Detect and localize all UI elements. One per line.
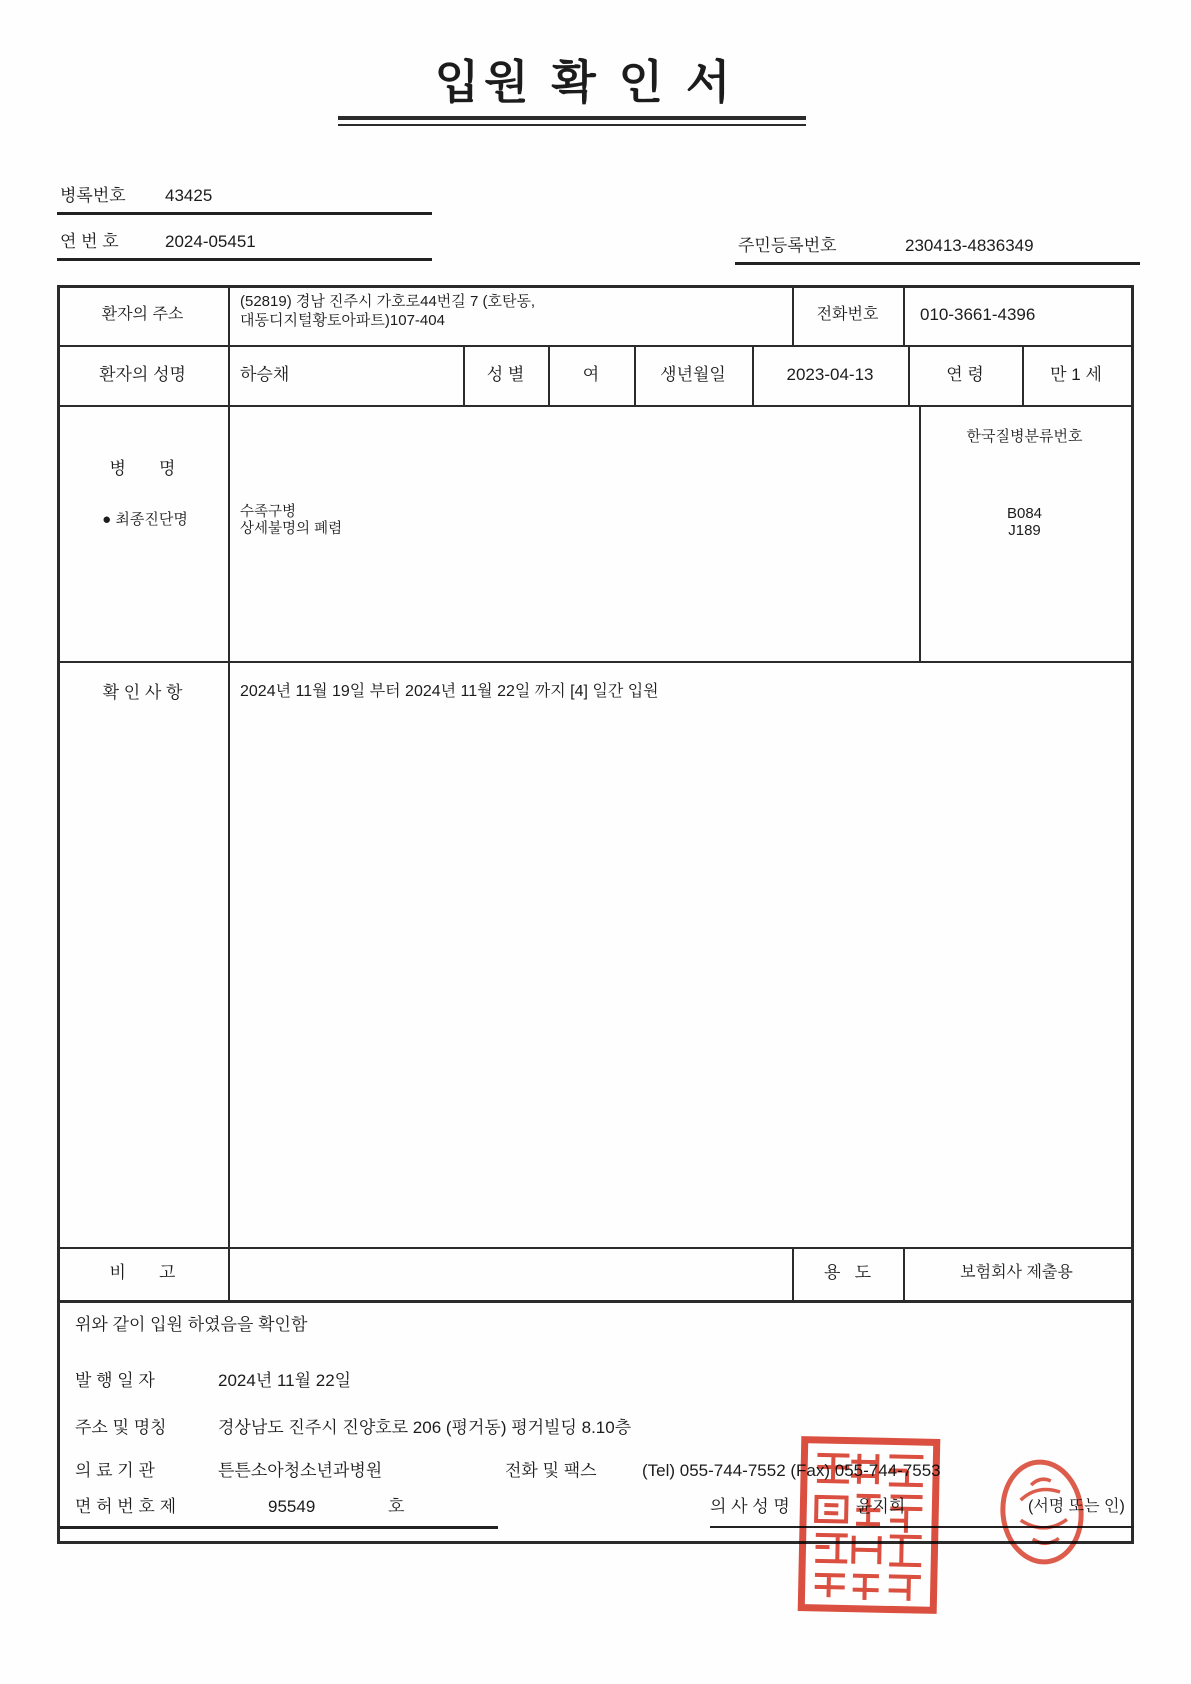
purpose-label: 용 도 xyxy=(823,1263,871,1282)
hospital-address-label: 주소 및 명칭 xyxy=(75,1418,167,1437)
issue-date-value: 2024년 11월 22일 xyxy=(218,1371,352,1390)
title-underline-thin xyxy=(338,124,806,126)
kcd-code-1: B084 xyxy=(1006,505,1043,522)
serial-no-label: 연 번 호 xyxy=(60,232,119,251)
signature-or-seal-label: (서명 또는 인) xyxy=(1028,1498,1125,1515)
title-underline-thick xyxy=(338,116,806,120)
label-column-divider xyxy=(228,285,230,1300)
confirmation-text: 2024년 11월 19일 부터 2024년 11월 22일 까지 [4] 일간 입원 xyxy=(240,683,659,700)
resident-no-value: 230413-4836349 xyxy=(905,236,1034,255)
remarks-label: 비 고 xyxy=(109,1263,176,1282)
diagnosis-2: 상세불명의 폐렴 xyxy=(240,521,343,537)
serial-no-value: 2024-05451 xyxy=(165,232,256,251)
record-no-underline xyxy=(57,212,432,215)
address-line2: 대동디지털황토아파트)107-404 xyxy=(240,312,445,329)
row-divider-remarks-footer xyxy=(59,1300,1131,1303)
doctor-name-label: 의 사 성 명 xyxy=(710,1497,790,1516)
kcd-code-2: J189 xyxy=(1008,522,1041,539)
patient-name-label: 환자의 성명 xyxy=(99,365,186,384)
sex-label: 성 별 xyxy=(486,365,525,384)
telfax-value: (Tel) 055-744-7552 (Fax) 055-744-7553 xyxy=(642,1461,941,1480)
license-label: 면 허 번 호 제 xyxy=(75,1497,177,1516)
table-border-bottom xyxy=(57,1541,1134,1544)
confirmation-label: 확 인 사 항 xyxy=(102,683,183,702)
resident-no-label: 주민등록번호 xyxy=(738,236,837,255)
diagnosis-1: 수족구병 xyxy=(240,504,297,520)
telfax-label: 전화 및 팩스 xyxy=(505,1461,597,1480)
row-divider-confirm-remarks xyxy=(59,1247,1131,1249)
address-line1: (52819) 경남 진주시 가호로44번길 7 (호탄동, xyxy=(240,293,536,310)
record-no-value: 43425 xyxy=(165,186,213,205)
doctor-seal-stamp xyxy=(796,1435,942,1616)
address-label: 환자의 주소 xyxy=(101,306,184,323)
record-no-label: 병록번호 xyxy=(60,186,126,205)
resident-no-underline xyxy=(735,262,1140,265)
birth-label: 생년월일 xyxy=(660,365,726,384)
disease-label: 병 명 xyxy=(109,459,176,478)
phone-label: 전화번호 xyxy=(816,306,879,323)
institution-value: 튼튼소아청소년과병원 xyxy=(218,1461,383,1480)
phone-value: 010-3661-4396 xyxy=(920,305,1036,324)
serial-no-underline xyxy=(57,258,432,261)
row-divider-name-disease xyxy=(59,405,1131,407)
document-title: 입원 확 인 서 xyxy=(434,56,736,108)
age-label: 연 령 xyxy=(946,365,984,384)
institution-label: 의 료 기 관 xyxy=(75,1461,155,1480)
doctor-name-value: 윤지희 xyxy=(856,1497,906,1516)
confirm-statement: 위와 같이 입원 하였음을 확인함 xyxy=(75,1315,308,1334)
hospital-address-value: 경상남도 진주시 진양호로 206 (평거동) 평거빌딩 8.10층 xyxy=(218,1418,632,1437)
patient-name-value: 하승채 xyxy=(240,365,290,384)
final-diagnosis-label: ● 최종진단명 xyxy=(102,511,188,528)
phone-value-divider xyxy=(903,285,905,345)
issue-date-label: 발 행 일 자 xyxy=(75,1371,155,1390)
license-underline xyxy=(60,1526,498,1529)
purpose-value: 보험회사 제출용 xyxy=(960,1264,1073,1281)
row-divider-disease-confirm xyxy=(59,661,1131,663)
age-value: 만 1 세 xyxy=(1050,365,1102,384)
sex-value: 여 xyxy=(582,365,600,384)
license-suffix: 호 xyxy=(388,1497,405,1516)
row-divider-address-name xyxy=(59,345,1131,347)
kcd-code-header: 한국질병분류번호 xyxy=(966,428,1083,445)
signature-oval-stamp xyxy=(990,1451,1093,1572)
table-border-right xyxy=(1131,285,1134,1544)
birth-value: 2023-04-13 xyxy=(786,365,874,384)
license-number: 95549 xyxy=(268,1497,316,1516)
table-border-top xyxy=(57,285,1134,288)
